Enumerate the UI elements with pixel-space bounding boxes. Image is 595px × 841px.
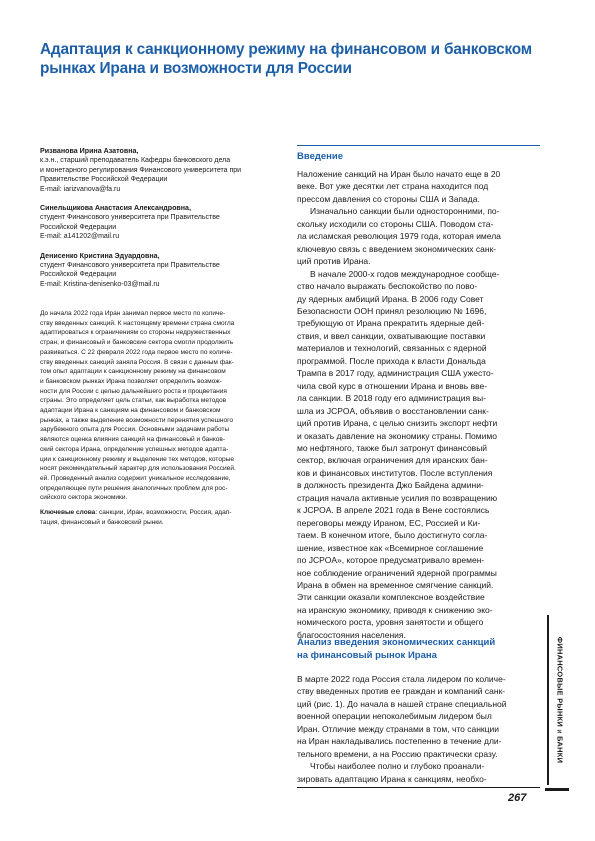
body-line: шение, известное как «Всемирное соглашение — [297, 542, 484, 553]
author-affiliation-line: и монетарного регулирования Финансового университета при — [40, 166, 242, 174]
body-line: ла исламская революция 1979 года, которая имела — [297, 231, 501, 242]
body-line: в должность президента Джо Байдена админи- — [297, 480, 484, 491]
body-line: скольку исходили со стороны США. Поводом ста- — [297, 218, 494, 229]
body-line: ду ядерных амбиций Ирана. В 2006 году Совет — [297, 293, 484, 304]
body-line: материалов и технологий, связанных с ядерной — [297, 343, 487, 354]
section-heading-analysis-line-2: на финансовый рынок Ирана — [297, 649, 437, 661]
body-line: страция начала активные усилия по возвращению — [297, 492, 498, 503]
author-affiliation-line: Российской Федерации — [40, 223, 117, 231]
sidebar-label-main: ФИНАНСОВЫЕ РЫНКИ — [555, 636, 565, 728]
footer-accent-bar — [545, 788, 569, 791]
keywords-text-line-1: : санкции, Иран, возможности, Россия, адап- — [95, 509, 232, 516]
author-affiliation-line: студент Финансового университета при Правительстве — [40, 214, 220, 221]
footer-rule — [297, 787, 540, 788]
author-affiliation-line: Правительстве Российской Федерации — [40, 176, 168, 183]
body-line: благосостояния населения. — [297, 629, 406, 640]
body-line: Изначально санкции были односторонними, по- — [310, 206, 500, 217]
intro-body — [297, 168, 543, 641]
body-line: сектор, включая ограничения для иранских бан- — [297, 455, 488, 466]
body-line: мо нефтяного, также был затронут финансовый — [297, 442, 488, 453]
section-heading-intro: Введение — [297, 151, 344, 162]
author-affiliation — [40, 213, 285, 232]
author-block — [40, 146, 285, 194]
abstract-line: определяющее пути решения аналогичных проблем для рос- — [40, 484, 228, 492]
abstract-line: и банковском рынках Ирана позволяет определить возмож- — [40, 377, 222, 385]
author-block — [40, 203, 285, 242]
abstract-line: адаптации Ирана к санкциям на финансовом и банковском — [40, 407, 221, 415]
article-title: Адаптация к санкционному режиму на финансовом и банковском рынках Ирана и возможности для России — [40, 41, 532, 77]
body-line: ству введенных против ее граждан и компаний санк- — [297, 686, 506, 697]
sidebar-label-text — [556, 637, 565, 763]
body-line: на иранскую экономику, приводя к снижению эко- — [297, 604, 493, 615]
body-line: В марте 2022 года Россия стала лидером по количе- — [297, 674, 506, 684]
body-line: Безопасности ООН принял резолюцию № 1696, — [297, 305, 487, 316]
abstract-line: ству введенных санкций. К настоящему времени страна смогла — [40, 319, 235, 327]
abstract — [40, 309, 284, 503]
section-divider — [297, 145, 540, 146]
abstract-line: рынках, а также выделение возможности перенятия успешного — [40, 416, 234, 424]
author-name: Денисенко Кристина Эдуардовна, — [40, 251, 160, 260]
abstract-line: ей. Проведенный анализ содержит уникальное исследование, — [40, 474, 231, 482]
body-line: ное соблюдение ограничений ядерной программы — [297, 567, 497, 578]
sidebar-label-end: БАНКИ — [555, 736, 565, 764]
author-name: Синельщикова Анастасия Александровна, — [40, 204, 191, 212]
body-line: ций против Ирана. — [297, 256, 371, 267]
keywords-label: Ключевые слова — [40, 509, 96, 516]
abstract-line: страны. Это определяет цель статьи, как выработка методов — [40, 397, 227, 405]
body-line: таем. В конечном итоге, было достигнуто согла- — [297, 530, 488, 541]
abstract-line: ский сектора Ирана, определение успешных методов адапта- — [40, 445, 229, 453]
body-line: тельного времени, а на Россию практически сразу. — [297, 748, 498, 759]
sidebar-label-join: и — [555, 727, 565, 737]
author-affiliation-line: к.э.н., старший преподаватель Кафедры банковского дела — [40, 157, 231, 164]
body-line: зировать адаптацию Ирана к санкциям, необхо- — [297, 773, 487, 784]
body-line: Иран. Отличие между странами в том, что санкции — [297, 723, 500, 734]
page-number: 267 — [508, 792, 527, 804]
author-email-link[interactable]: E-mail: iarizvanova@fa.ru — [40, 185, 121, 193]
body-line: прессом давления со стороны США и Запада. — [297, 193, 480, 204]
author-affiliation-line: Российской Федерации — [40, 271, 117, 278]
abstract-line: ции к санкционному режиму и выделение тех методов, которые — [40, 455, 234, 463]
body-line: веке. Вот уже десятки лет страна находится под — [297, 181, 489, 192]
author-affiliation-line: студент Финансового университета при Правительстве — [40, 261, 220, 269]
abstract-line: стран, и финансовый и банковские сектора смогли продолжить — [40, 339, 234, 347]
author-list — [40, 146, 285, 298]
body-line: ков и финансовых институтов. После вступления — [297, 467, 493, 478]
body-line: требующую от Ирана прекратить ядерные дей- — [297, 318, 485, 329]
body-line: номического роста, уровня занятости и общего — [297, 617, 484, 628]
author-block — [40, 251, 285, 290]
abstract-line: До начала 2022 года Иран занимал первое место по количе- — [40, 310, 226, 317]
abstract-line: адаптироваться к ограничениям со стороны недружественных — [40, 329, 231, 337]
body-line: ствия, и ввел санкции, охватывающие поставки — [297, 330, 486, 341]
author-email-link[interactable]: E-mail: Kristina-denisenko-03@mail.ru — [40, 280, 160, 288]
body-line: ций (рис. 1). До начала в нашей стране специальной — [297, 698, 507, 709]
abstract-line: том опыт адаптации к санкционному режиму на финансовом — [40, 368, 226, 376]
body-line: ключевую связь с введением экономических санк- — [297, 243, 497, 254]
abstract-line: ности для России с целью дальнейшего роста и процветания — [40, 387, 227, 395]
body-line: и оказать давление на экономику страны. Помимо — [297, 430, 497, 441]
body-line: Эти санкции оказали комплексное воздействие — [297, 592, 485, 603]
keywords-text-line-2: тация, финансовый и банковский рынки. — [40, 518, 164, 526]
body-line: ций против Ирана, с целью снизить экспорт нефти — [297, 418, 498, 429]
sidebar-section-label — [549, 615, 569, 785]
abstract-line: ству введенных санкций заняла Россия. В связи с данным фак- — [40, 358, 234, 366]
author-email-link[interactable]: E-mail: a141202@mail.ru — [40, 233, 120, 240]
author-affiliation — [40, 156, 285, 185]
body-line: программой. После прихода к власти Дональда — [297, 355, 486, 366]
body-line: чила свой курс в отношении Ирана и вновь вве- — [297, 380, 488, 391]
body-line: шла из JCPOA, объявив о восстановлении санк- — [297, 405, 489, 416]
abstract-line: развиваться. С 22 февраля 2022 года первое место по количе- — [40, 348, 233, 356]
section-heading-analysis — [297, 637, 495, 662]
body-line: к JCPOA. В апреле 2021 года в Вене состоялись — [297, 505, 490, 516]
body-line: Чтобы наиболее полно и глубоко проанали- — [310, 761, 485, 772]
body-line: переговоры между Ираном, ЕС, Россией и Ки- — [297, 517, 481, 528]
author-name: Ризванова Ирина Азатовна, — [40, 147, 139, 155]
author-affiliation — [40, 261, 285, 280]
abstract-line: носят рекомендательный характер для использования Россией. — [40, 465, 236, 473]
body-line: Ирана в обмен на временное смягчение санкций. — [297, 579, 494, 590]
body-line: В начале 2000-х годов международное сообще- — [310, 268, 500, 279]
keywords — [40, 508, 284, 527]
abstract-line: сийского сектора экономики. — [40, 494, 128, 502]
body-line: военной операции непоколебимым лидером был — [297, 711, 492, 722]
body-line: по JCPOA», которое предусматривало времен- — [297, 555, 485, 566]
section-heading-analysis-line-1: Анализ введения экономических санкций — [297, 637, 496, 648]
abstract-line: являются оценка влияния санкций на финансовый и банков- — [40, 436, 226, 444]
body-line: ла санкции. В 2018 году его администрация вы- — [297, 393, 486, 404]
abstract-line: зарубежного опыта для России. Основными задачами работы — [40, 426, 230, 434]
body-line: ство начало выражать беспокойство по пово- — [297, 281, 478, 292]
body-line: на Иран накладывались постепенно в течение дли- — [297, 736, 502, 747]
body-line: Трампа в 2017 году, администрация США ужесто- — [297, 368, 494, 379]
analysis-body — [297, 673, 543, 785]
body-line: Наложение санкций на Иран было начато еще в 20 — [297, 169, 501, 179]
